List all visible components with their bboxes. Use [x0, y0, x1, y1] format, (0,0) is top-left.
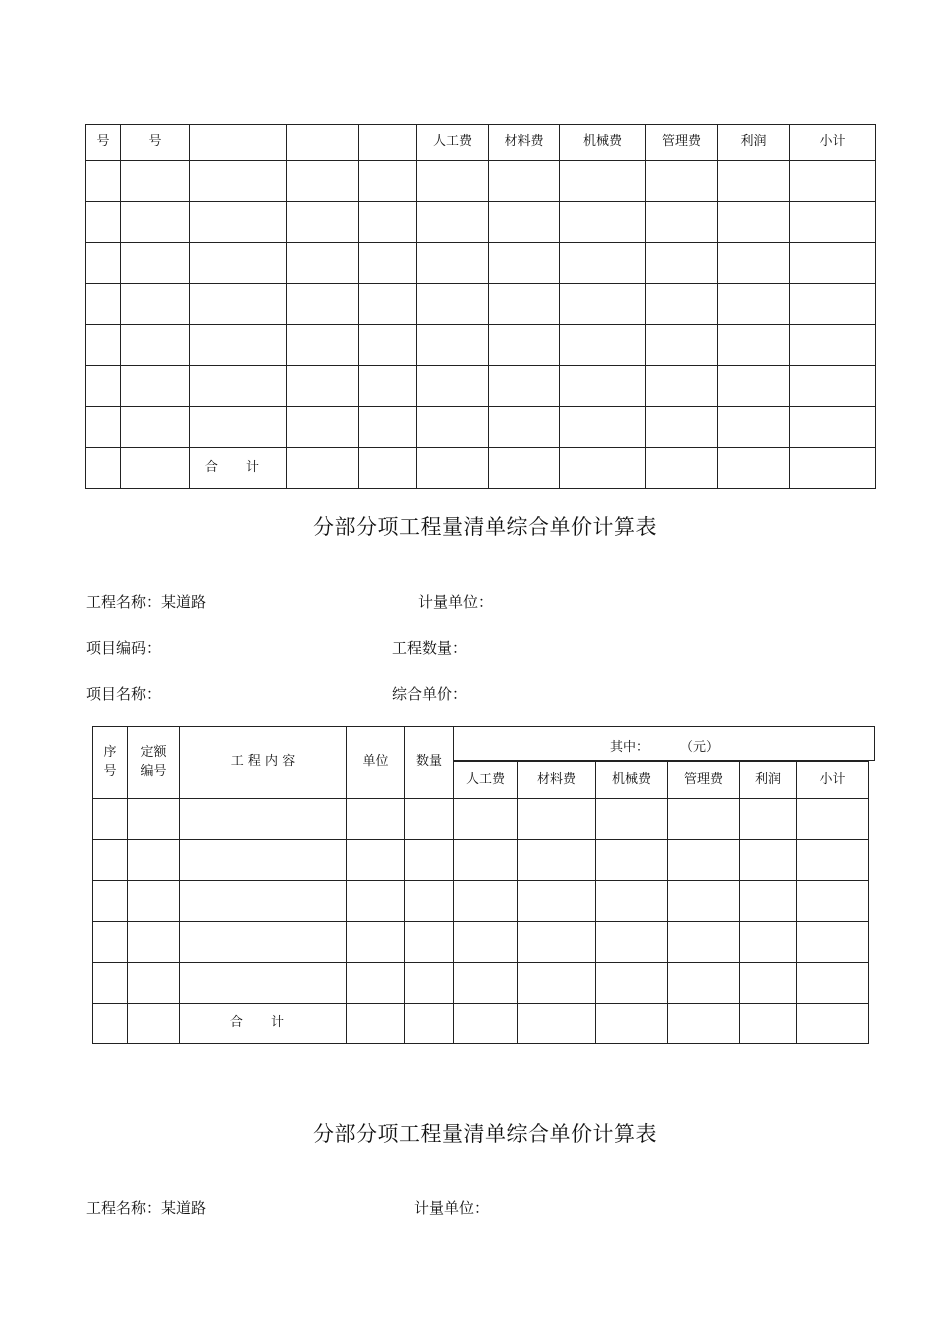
item-code: 项目编码：	[86, 639, 162, 657]
header-quantity: 数量	[405, 727, 454, 799]
header-seq: 序 号	[93, 727, 128, 799]
header-labor: 人工费	[417, 125, 489, 161]
header-machinery: 机械费	[560, 125, 646, 161]
header-subtotal: 小计	[790, 125, 876, 161]
work-quantity: 工程数量：	[392, 639, 468, 657]
table-row	[93, 840, 869, 881]
table-row	[93, 963, 869, 1004]
measure-unit-2: 计量单位：	[414, 1199, 490, 1217]
project-name-2: 工程名称：某道路	[86, 1199, 207, 1217]
header-work-content: 工 程 内 容	[180, 727, 347, 799]
header-profit: 利润	[718, 125, 790, 161]
table-header-row	[93, 727, 869, 762]
cost-table-2	[92, 726, 869, 1044]
table-row	[93, 799, 869, 840]
header-unit: 单位	[347, 727, 405, 799]
table-row	[86, 284, 876, 325]
header-labor: 人工费	[454, 762, 518, 799]
table-row	[86, 366, 876, 407]
table-row	[86, 407, 876, 448]
page-title-2: 分部分项工程量清单综合单价计算表	[313, 1122, 657, 1146]
table-total-row	[86, 448, 876, 489]
total-label: 合 计	[190, 448, 287, 489]
measure-unit: 计量单位：	[418, 593, 494, 611]
cost-table-1	[85, 124, 876, 489]
header-cell	[287, 125, 359, 161]
header-material: 材料费	[518, 762, 596, 799]
header-subtotal: 小计	[797, 762, 869, 799]
header-cell: 号	[121, 125, 190, 161]
header-management: 管理费	[646, 125, 718, 161]
header-profit: 利润	[740, 762, 797, 799]
table-row	[93, 922, 869, 963]
header-cell	[190, 125, 287, 161]
table-row	[86, 325, 876, 366]
table-header-row	[86, 125, 876, 161]
currency-label: （元）	[680, 740, 720, 755]
page-title: 分部分项工程量清单综合单价计算表	[313, 515, 657, 539]
header-machinery: 机械费	[596, 762, 668, 799]
total-label: 合 计	[180, 1004, 347, 1044]
project-name: 工程名称：某道路	[86, 593, 207, 611]
table-row	[86, 161, 876, 202]
of-which-label: 其中：	[610, 740, 650, 755]
table-row	[86, 202, 876, 243]
table-row	[86, 243, 876, 284]
header-material: 材料费	[489, 125, 560, 161]
header-management: 管理费	[668, 762, 740, 799]
header-cell	[359, 125, 417, 161]
unit-price: 综合单价：	[392, 685, 468, 703]
item-name: 项目名称：	[86, 685, 162, 703]
table-row	[93, 881, 869, 922]
table-total-row	[93, 1004, 869, 1044]
header-quota-code: 定额 编号	[128, 727, 180, 799]
header-cell: 号	[86, 125, 121, 161]
